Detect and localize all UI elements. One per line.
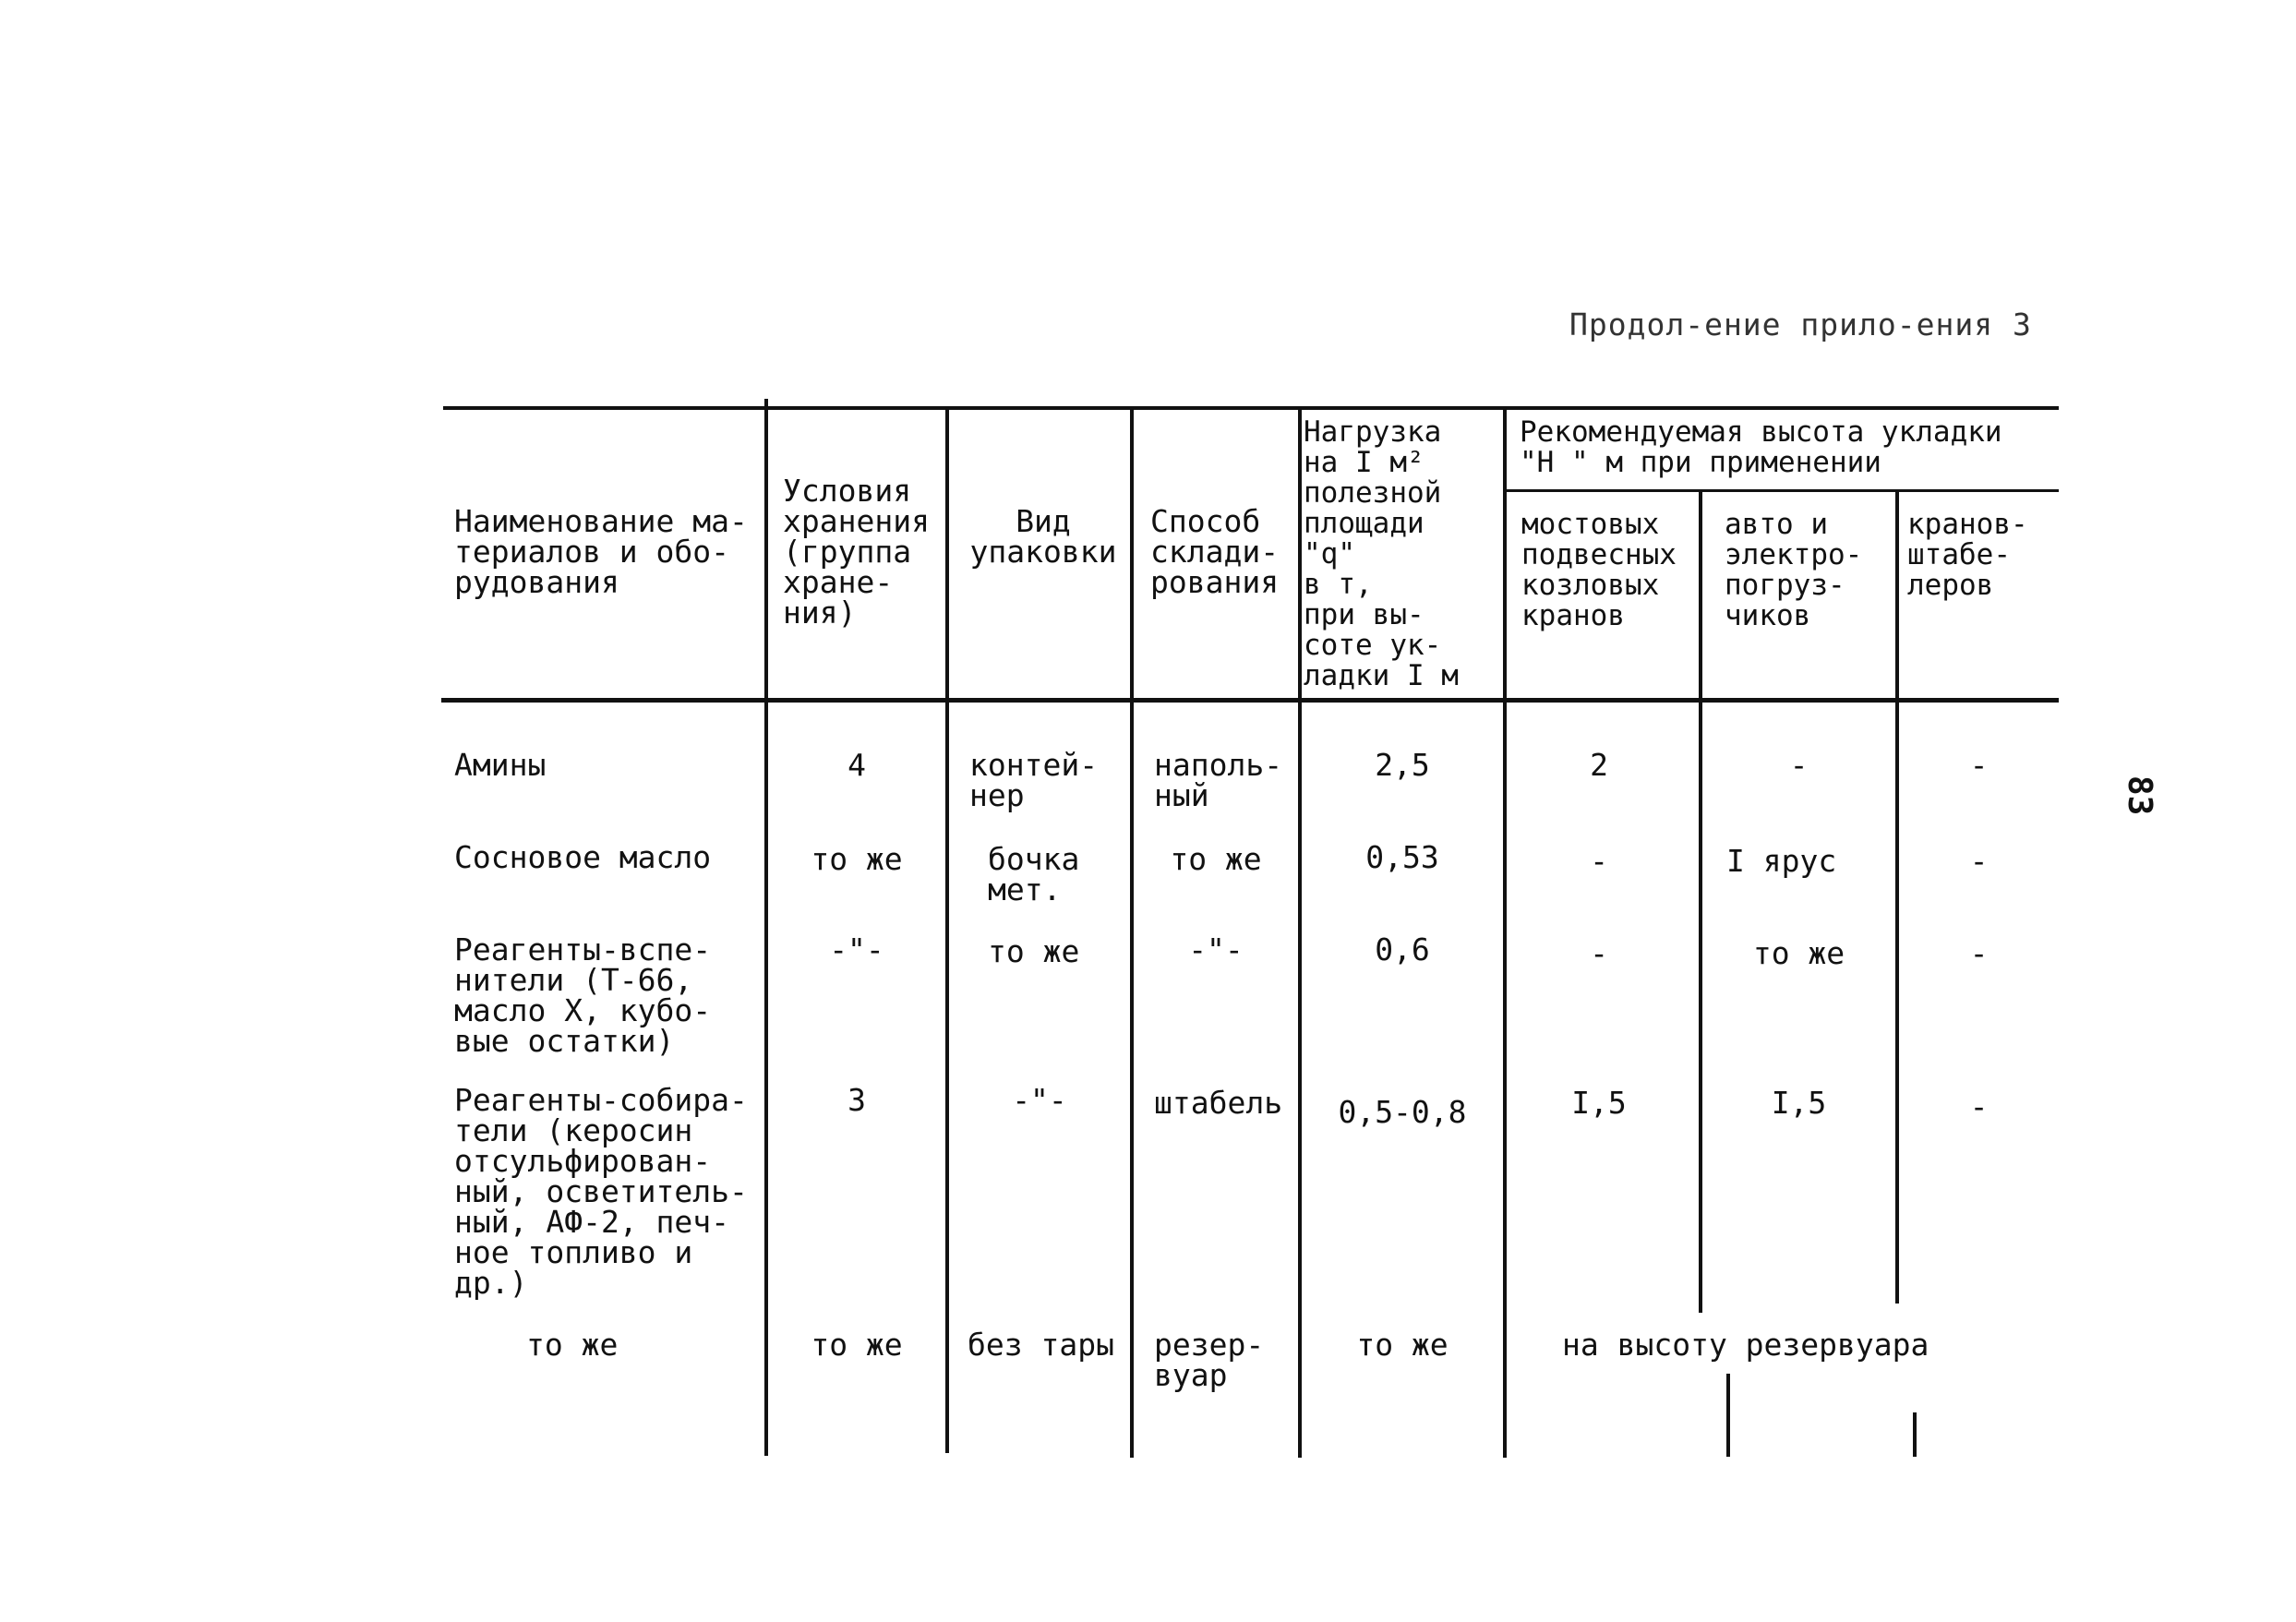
row-packaging: то же — [988, 933, 1080, 969]
row-storage-group: то же — [811, 841, 903, 877]
header-stacker-cranes: кранов- штабе- леров — [1907, 508, 2028, 602]
row-material-name: Сосновое масло — [454, 839, 712, 875]
header-forklifts: авто и электро- погруз- чиков — [1725, 508, 1863, 632]
row-height-stackers: - — [1969, 843, 1989, 879]
header-load-per-m2: Нагрузка на I м² полезной площади "q" в т, при вы- соте ук- ладки I м — [1304, 415, 1459, 692]
column-divider-bottom — [1913, 1412, 1917, 1457]
row-packaging: -"- — [1012, 1082, 1067, 1118]
row-height-cranes: 2 — [1590, 747, 1608, 783]
row-storage-group: 3 — [847, 1082, 866, 1118]
column-divider — [1895, 491, 1899, 1304]
row-load: 0,5-0,8 — [1338, 1094, 1467, 1130]
header-bottom-rule — [441, 698, 2059, 703]
row-load: 0,6 — [1375, 931, 1430, 967]
row-height-loaders: I,5 — [1771, 1085, 1827, 1121]
row-height-cranes: - — [1590, 935, 1608, 971]
row-height-stackers: - — [1969, 1088, 1989, 1124]
row-height-cranes: I,5 — [1571, 1085, 1627, 1121]
header-bridge-cranes: мостовых подвесных козловых кранов — [1521, 508, 1677, 632]
row-packaging: контей- нер — [969, 747, 1099, 813]
row-storage-method: наполь- ный — [1154, 747, 1283, 813]
header-recommended-height: Рекомендуемая высота укладки "H " м при применении — [1520, 415, 2002, 479]
row-storage-method: то же — [1170, 841, 1262, 877]
row-material-name: Амины — [454, 747, 547, 783]
row-storage-group: -"- — [829, 931, 884, 967]
row-material-name: то же — [526, 1327, 619, 1363]
column-divider-bottom — [1726, 1374, 1730, 1457]
table-top-rule — [443, 406, 2059, 410]
column-divider — [764, 399, 768, 1456]
row-merged-height: на высоту резервуара — [1558, 1329, 1932, 1360]
row-load: 0,53 — [1365, 839, 1439, 875]
row-storage-method: -"- — [1188, 931, 1244, 967]
group-header-rule — [1503, 489, 2059, 492]
column-divider — [1699, 491, 1702, 1313]
row-load: то же — [1356, 1327, 1449, 1363]
row-storage-group: 4 — [847, 747, 866, 783]
column-divider — [945, 410, 949, 1453]
row-height-cranes: - — [1590, 843, 1608, 879]
row-height-stackers: - — [1969, 747, 1989, 783]
row-height-stackers: - — [1969, 935, 1989, 971]
row-height-loaders: - — [1789, 747, 1809, 783]
header-packaging-type: Вид упаковки — [969, 503, 1117, 570]
row-storage-group: то же — [811, 1327, 903, 1363]
appendix-caption: Продол-ение прило-ения 3 — [1569, 306, 2032, 342]
row-storage-method: штабель — [1154, 1085, 1283, 1121]
column-divider — [1503, 410, 1507, 1458]
row-height-loaders: то же — [1752, 935, 1845, 971]
header-material-name: Наименование ма- териалов и обо- рудования — [454, 503, 748, 600]
row-material-name: Реагенты-собира- тели (керосин отсульфирован- ный, осветитель- ный, АФ-2, печ- ное топливо и др.) — [454, 1082, 748, 1301]
row-material-name: Реагенты-вспе- нители (Т-66, масло Х, кубо- вые остатки) — [454, 931, 712, 1059]
page-number: 83 — [2121, 775, 2158, 816]
row-storage-method: резер- вуар — [1154, 1327, 1265, 1393]
row-packaging: без тары — [968, 1327, 1114, 1363]
row-load: 2,5 — [1375, 747, 1430, 783]
row-packaging: бочка мет. — [988, 841, 1080, 907]
header-storage-conditions: Условия хранения (группа хране- ния) — [783, 473, 930, 631]
row-height-loaders: I ярус — [1726, 843, 1837, 879]
header-storage-method: Способ склади- рования — [1150, 503, 1280, 600]
